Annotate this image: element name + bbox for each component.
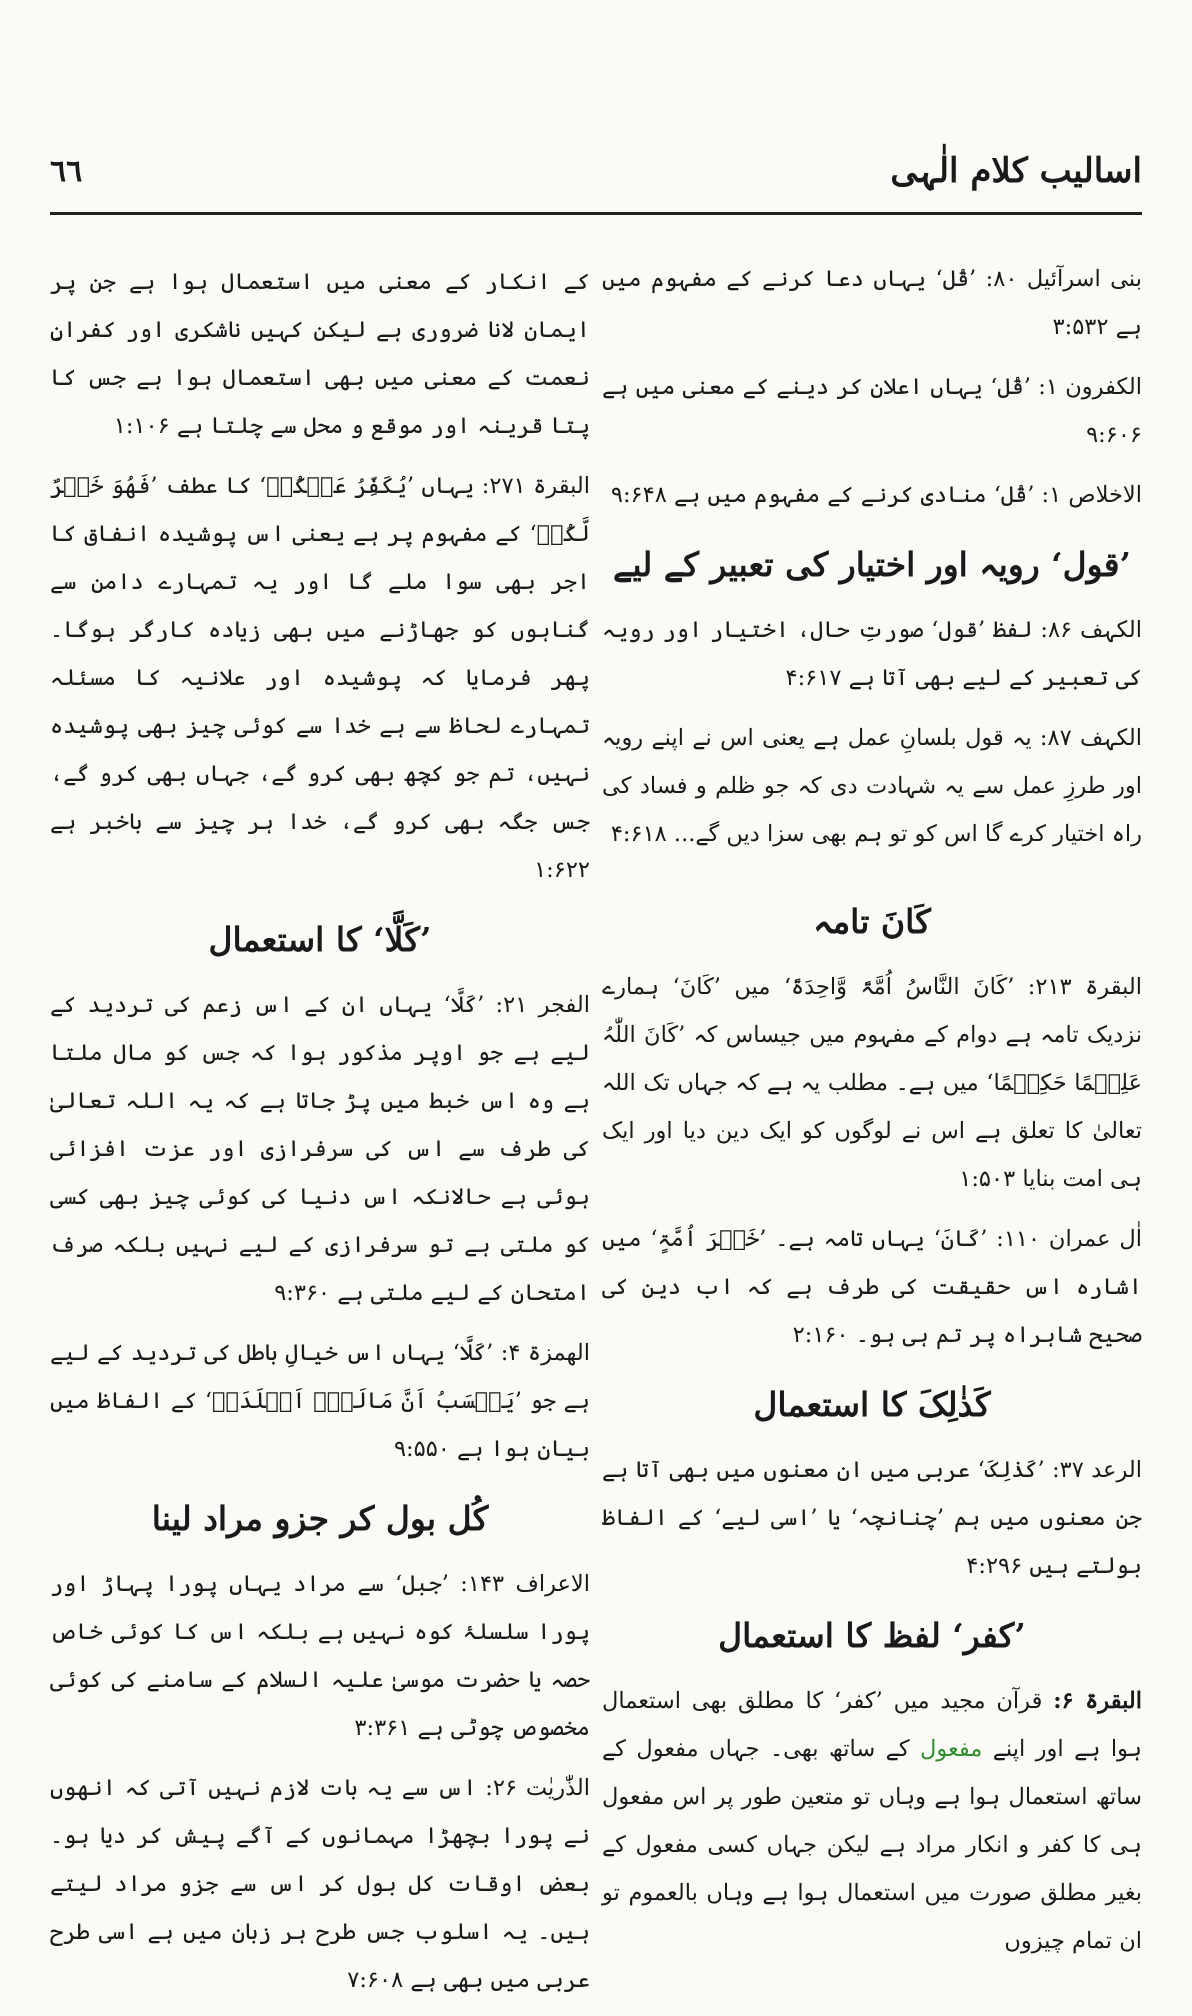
section-heading: کَذٰلِکَ کا استعمال — [753, 1385, 991, 1424]
section-heading: ’کَلَّا‘ کا استعمال — [208, 920, 432, 959]
section-heading: ’کفر‘ لفظ کا استعمال — [718, 1616, 1026, 1655]
paragraph: الفجر ۲۱: ’کَلَّا‘ یہاں ان کے اس زعم کی تردید کے لیے ہے جو اوپر مذکور ہوا کہ جس کو مال ملتا ہے وہ اس خبط میں پڑ جاتا ہے کہ یہ اللہ تعالیٰ کی طرف سے اس کی سرفرازی اور عزت افزائی ہوئی ہے حالانکہ اس دنیا کی کوئی چیز بھی کسی کو ملتی ہے تو سرفرازی کے لیے نہیں بلکہ صرف امتحان کے لیے ملتی ہے ۹:۳۶۰ — [50, 992, 590, 1306]
paragraph: بنی اسرآئیل ۸۰: ’قُل‘ یہاں دعا کرنے کے مفہوم میں ہے ۳:۵۳۲ — [602, 266, 1142, 340]
paragraph — [602, 1677, 1142, 1965]
paragraph: اٰل عمران ۱۱۰: ’کَانَ‘ یہاں تامہ ہے۔ ’خَیۡرَ اُمَّۃٍ‘ میں اشارہ اس حقیقت کی طرف ہے کہ اب دین کی صحیح شاہراہ پر تم ہی ہو۔ ۲:۱۶۰ — [602, 1226, 1142, 1348]
book-title: اسالیب کلام الٰہی — [890, 151, 1142, 191]
section-heading: ’قول‘ رویہ اور اختیار کی تعبیر کے لیے — [613, 545, 1131, 584]
paragraph-text: کے ساتھ بھی۔ جہاں مفعول کے ساتھ استعمال ہوا ہے وہاں تو متعین طور پر اس مفعول ہی کا کفر و انکار مراد ہے لیکن جہاں کسی مفعول کے بغیر مطلق صورت میں استعمال ہوا ہے وہاں بالعموم تو ان تمام چیزوں — [602, 1736, 1142, 1954]
left-column — [50, 258, 590, 2016]
paragraph: البقرۃ ۲۱۳: ’کَانَ النَّاسُ اُمَّۃً وَّاحِدَۃً‘ میں ’کَانَ‘ ہمارے نزدیک تامہ ہے دوام کے مفہوم میں جیساس کہ ’کَانَ اللّٰہُ عَلِیۡمًا حَکِیۡمًا‘ میں ہے۔ مطلب یہ ہے کہ جہاں تک اللہ تعالیٰ کا تعلق ہے اس نے لوگوں کو ایک دین دیا اور ایک ہی امت بنایا ۱:۵۰۳ — [602, 974, 1142, 1192]
paragraph: الاعراف ۱۴۳: ’جبل‘ سے مراد یہاں پورا پہاڑ اور پورا سلسلۂ کوہ نہیں ہے بلکہ اس کا کوئی خاص حصہ یا حضرت موسیٰ علیہ السلام کے سامنے کی کوئی مخصوص چوٹی ہے ۳:۳۶۱ — [50, 1571, 591, 1741]
highlighted-word: مفعول — [920, 1736, 983, 1762]
paragraph: الھمزۃ ۴: ’کَلَّا‘ یہاں اس خیالِ باطل کی تردید کے لیے ہے جو ’یَحۡسَبُ اَنَّ مَالَہٗۤ اَخۡلَدَہٗ‘ کے الفاظ میں بیان ہوا ہے ۹:۵۵۰ — [50, 1340, 590, 1462]
paragraph: الکہف ۸۷: یہ قول بلسانِ عمل ہے یعنی اس نے اپنے رویہ اور طرزِ عمل سے یہ شہادت دی کہ جو ظلم و فساد کی راہ اختیار کرے گا اس کو تو ہم بھی سزا دیں گے... ۴:۶۱۸ — [602, 725, 1142, 847]
paragraph: الکفرون ۱: ’قُل‘ یہاں اعلان کر دینے کے معنی میں ہے ۹:۶۰۶ — [602, 374, 1142, 448]
verse-reference: البقرۃ ۶: — [1053, 1688, 1142, 1714]
page-number: ٦٦ — [50, 154, 83, 189]
paragraph: البقرۃ ۲۷۱: یہاں ’یُکَفِّرُ عَنۡکُمۡ‘ کا عطف ’فَھُوَ خَیۡرٌ لَّکُمۡ‘ کے مفہوم پر ہے یعنی اس پوشیدہ انفاق کا اجر بھی سوا ملے گا اور یہ تمہارے دامن سے گناہوں کو جھاڑنے میں بھی زیادہ کارگر ہوگا۔ پھر فرمایا کہ پوشیدہ اور علانیہ کا مسئلہ تمہارے لحاظ سے ہے خدا سے کوئی چیز بھی پوشیدہ نہیں، تم جو کچھ بھی کرو گے، جہاں بھی کرو گے، جس جگہ بھی کرو گے، خدا ہر چیز سے باخبر ہے ۱:۶۲۲ — [50, 473, 590, 883]
page-header — [50, 150, 1142, 215]
section-heading: کَانَ تامہ — [813, 902, 931, 941]
section-heading: کُل بول کر جزو مراد لینا — [151, 1499, 489, 1538]
paragraph-text: قرآن مجید میں ’کفر‘ کا مطلق بھی استعمال ہوا ہے اور اپنے — [602, 1688, 1142, 1762]
paragraph: الذّٰریٰت ۲۶: اس سے یہ بات لازم نہیں آتی کہ انھوں نے پورا بچھڑا مہمانوں کے آگے پیش کر دیا ہو۔ بعض اوقات کل بول کر اس سے جزو مراد لیتے ہیں۔ یہ اسلوب جس طرح ہر زبان میں ہے اسی طرح عربی میں بھی ہے ۷:۶۰۸ — [50, 1775, 590, 1993]
paragraph: الکہف ۸۶: لفظ ’قول‘ صورتِ حال، اختیار اور رویہ کی تعبیر کے لیے بھی آتا ہے ۴:۶۱۷ — [602, 617, 1142, 691]
paragraph: کے انکار کے معنی میں استعمال ہوا ہے جن پر ایمان لانا ضروری ہے لیکن کہیں ناشکری اور کفرانِ نعمت کے معنی میں بھی استعمال ہوا ہے جس کا پتا قرینہ اور موقع و محل سے چلتا ہے ۱:۱۰۶ — [50, 269, 590, 439]
right-column — [602, 255, 1142, 1977]
paragraph: الرعد ۳۷: ’کَذٰلِکَ‘ عربی میں ان معنوں میں بھی آتا ہے جن معنوں میں ہم ’چنانچہ‘ یا ’اسی لیے‘ کے الفاظ بولتے ہیں ۴:۲۹۶ — [602, 1457, 1142, 1579]
paragraph: الاخلاص ۱: ’قُل‘ منادی کرنے کے مفہوم میں ہے ۹:۶۴۸ — [610, 482, 1142, 508]
